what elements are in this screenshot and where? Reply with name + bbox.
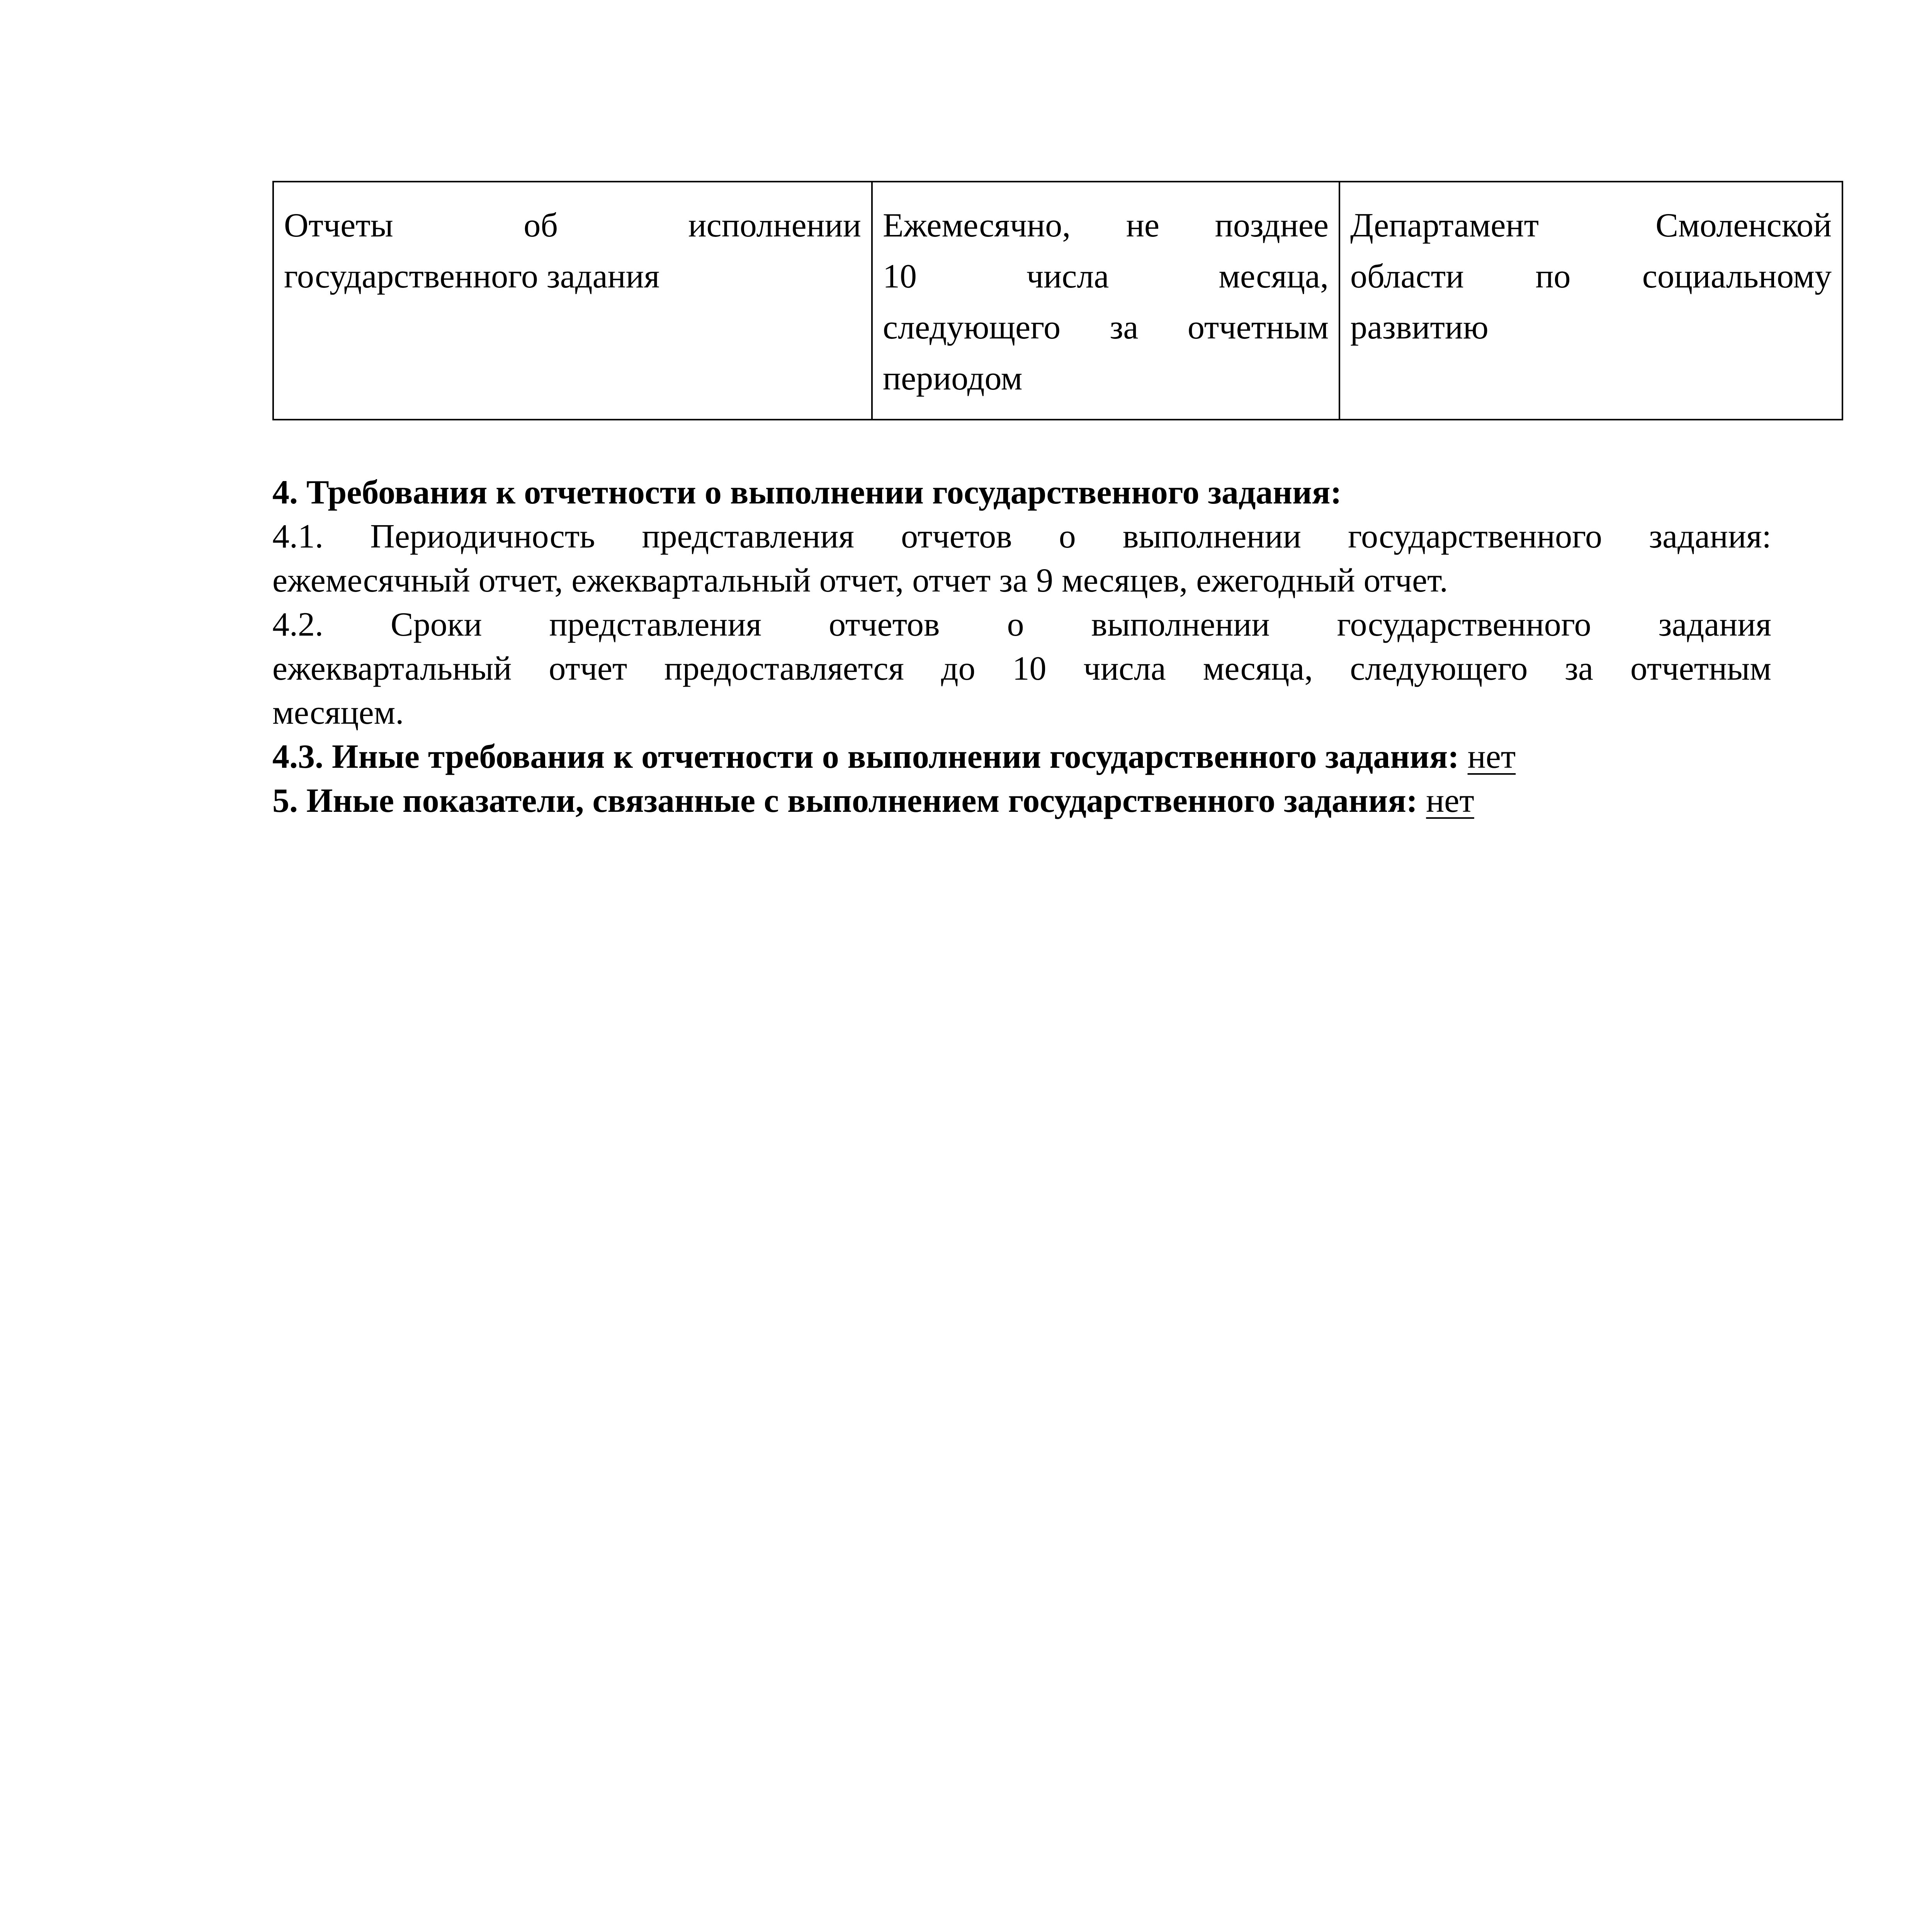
item-4-2-line: месяцем.: [272, 694, 404, 731]
item-4-3: [272, 735, 1771, 779]
requirements-section: [272, 471, 1771, 823]
deadline-line: Ежемесячно, не позднее: [883, 207, 1329, 244]
section-5-label: 5. Иные показатели, связанные с выполнением государственного задания:: [272, 782, 1418, 820]
item-4-2-line: ежеквартальный отчет предоставляется до 10 числа месяца, следующего за отчетным: [272, 650, 1771, 687]
item-4-1-line: ежемесячный отчет, ежеквартальный отчет, отчет за 9 месяцев, ежегодный отчет.: [272, 562, 1448, 599]
section-5-value: нет: [1426, 782, 1474, 820]
deadline-cell: [872, 182, 1339, 420]
recipient-cell: [1339, 182, 1842, 420]
deadline-line: 10 числа месяца,: [883, 258, 1329, 295]
recipient-line: развитию: [1350, 309, 1489, 346]
report-name-cell: [273, 182, 872, 420]
item-4-1-line: 4.1. Периодичность представления отчетов о выполнении государственного задания:: [272, 518, 1771, 555]
deadline-line: следующего за отчетным: [883, 309, 1329, 346]
table-row: [273, 182, 1842, 420]
report-name-line: Отчеты об исполнении: [284, 207, 861, 244]
section-5: [272, 779, 1771, 823]
report-name-line: государственного задания: [284, 258, 660, 295]
recipient-line: области по социальному: [1350, 258, 1832, 295]
item-4-3-value: нет: [1467, 738, 1516, 776]
deadline-line: периодом: [883, 360, 1023, 397]
item-4-3-label: 4.3. Иные требования к отчетности о выполнении государственного задания:: [272, 738, 1459, 776]
section-4-heading: 4. Требования к отчетности о выполнении государственного задания:: [272, 474, 1342, 511]
item-4-2-line: 4.2. Сроки представления отчетов о выполнении государственного задания: [272, 606, 1771, 643]
reporting-table: [272, 181, 1843, 420]
recipient-line: Департамент Смоленской: [1350, 207, 1832, 244]
